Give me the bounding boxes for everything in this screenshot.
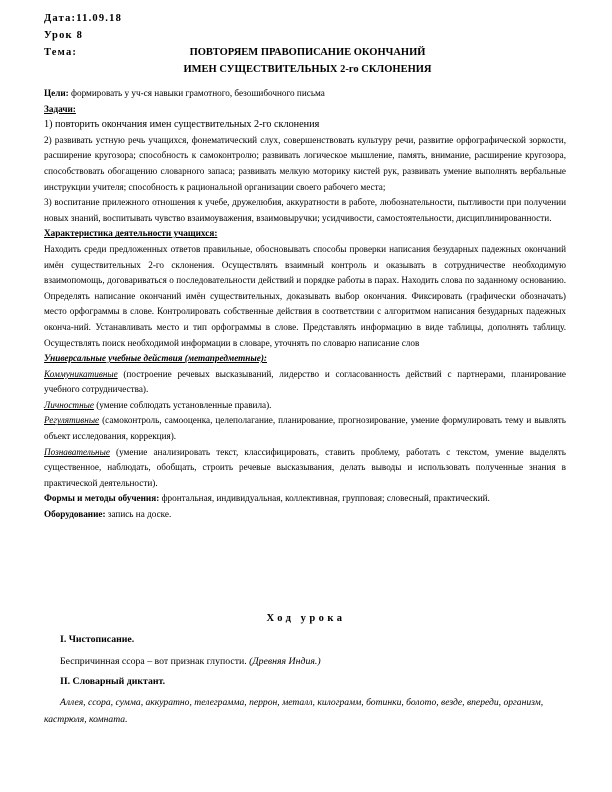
equipment-label: Оборудование: bbox=[44, 509, 106, 520]
activity-text: Находить среди предложенных ответов правильные, обосновывать способы проверки написания безударных падежных окончаний имён существительных 2-го склонения. Осуществлять взаимный контроль и оказывать в сотрудничестве необходимую взаимопомощь, договариваться о последовательности действий и порядке работы в парах. Находить слова по заданному основанию. Определять написание окончаний имён существительных, доказывать выбор окончания. Фиксировать (графически обозначать) место орфограммы в слове. Контролировать собственные действия в соответствии с алгоритмом написания безударных падежных оконча-ний. Устанавливать место и тип орфограммы в слове. Представлять информацию в виде таблицы, дополнять таблицу. Осуществлять поиск необходимой информации в словаре, уточнять по словарю написание слов bbox=[44, 243, 566, 348]
date-label: Дата: bbox=[44, 13, 77, 24]
cognitive-label: Познавательные bbox=[44, 446, 110, 457]
task-item-1: 1) повторить окончания имен существительных 2-го склонения bbox=[44, 119, 320, 131]
calligraphy-source: (Древняя Индия.) bbox=[249, 656, 321, 667]
goals-paragraph bbox=[44, 86, 566, 102]
goals-label: Цели: bbox=[44, 88, 69, 98]
topic-label: Тема: bbox=[44, 47, 78, 58]
calligraphy-sentence: Беспричинная ссора – вот признак глупости. bbox=[60, 656, 250, 667]
activity-label: Характеристика деятельности учащихся: bbox=[44, 228, 218, 239]
regulative-label: Регулятивные bbox=[44, 415, 100, 426]
dictation-words: Аллея, ссора, сумма, аккуратно, телеграмма, перрон, металл, килограмм, ботинки, болото, везде, впереди, организм, кастрюля, комната. bbox=[44, 697, 544, 725]
regulative-text: (самоконтроль, самооценка, целеполагание, планирование, прогнозирование, умение формулировать тему и вывлять объект исследования, коррекция). bbox=[44, 415, 566, 442]
uud-cognitive bbox=[44, 445, 566, 492]
equipment-text: запись на доске. bbox=[105, 509, 172, 520]
page-title-line-1: ПОВТОРЯЕМ ПРАВОПИСАНИЕ ОКОНЧАНИЙ bbox=[189, 47, 426, 58]
communicative-label: Коммуникативные bbox=[44, 368, 118, 379]
course-heading: Ход урока bbox=[266, 613, 346, 624]
communicative-text: (построение речевых высказываний, лидерство и согласованность действий с партнерами, планирование учебного сотрудничества). bbox=[44, 368, 566, 395]
task-item-3: 3) воспитание прилежного отношения к учебе, дружелюбия, аккуратности в работе, любознательности, пытливости при получении новых знаний, воспитывать чувство взаимоуважения, взаимовыручки; усидчивости, самостоятельности, дисциплинированности. bbox=[44, 197, 566, 223]
uud-personal bbox=[44, 398, 566, 414]
date-value: 11.09.18 bbox=[76, 13, 123, 24]
section-1-text bbox=[60, 656, 321, 667]
date-line bbox=[44, 13, 122, 24]
section-1-title: I. Чистописание. bbox=[60, 634, 135, 645]
uud-communicative bbox=[44, 367, 566, 398]
page-title-line-2: ИМЕН СУЩЕСТВИТЕЛЬНЫХ 2-го СКЛОНЕНИЯ bbox=[183, 64, 432, 75]
personal-text: (умение соблюдать установленные правила). bbox=[93, 399, 272, 410]
section-2-title: II. Словарный диктант. bbox=[60, 676, 166, 687]
personal-label: Личностные bbox=[44, 399, 94, 410]
cognitive-text: (умение анализировать текст, классифицировать, ставить проблему, работать с текстом, умение выделять существенное, наблюдать, обобщать, строить речевые высказывания, делать выводы и использовать полученные знания в практической деятельности). bbox=[44, 446, 566, 488]
tasks-label: Задачи: bbox=[44, 103, 76, 114]
forms-label: Формы и методы обучения: bbox=[44, 493, 160, 504]
uud-label: Универсальные учебные действия (метапредметные): bbox=[44, 353, 267, 364]
forms-paragraph bbox=[44, 491, 566, 507]
task-item-2: 2) развивать устную речь учащихся, фонематический слух, совершенствовать культуру речи, развитие орфографической зоркости, расширение кругозора; способность к самоконтролю; развивать логическое мышление, память, внимание, расширение кругозора, способствовать обогащению словарного запаса; развивать мелкую моторику кистей рук, развивать умение выполнять вербальные инструкции учителя; способность к рациональной организации своего рабочего места; bbox=[44, 134, 566, 192]
uud-regulative bbox=[44, 413, 566, 444]
equipment-paragraph bbox=[44, 507, 566, 523]
lesson-label: Урок 8 bbox=[44, 30, 84, 41]
goals-text: формировать у уч-ся навыки грамотного, безошибочного письма bbox=[68, 88, 325, 98]
lesson-plan-body bbox=[44, 86, 566, 523]
forms-text: фронтальная, индивидуальная, коллективная, групповая; словесный, практический. bbox=[159, 493, 490, 504]
